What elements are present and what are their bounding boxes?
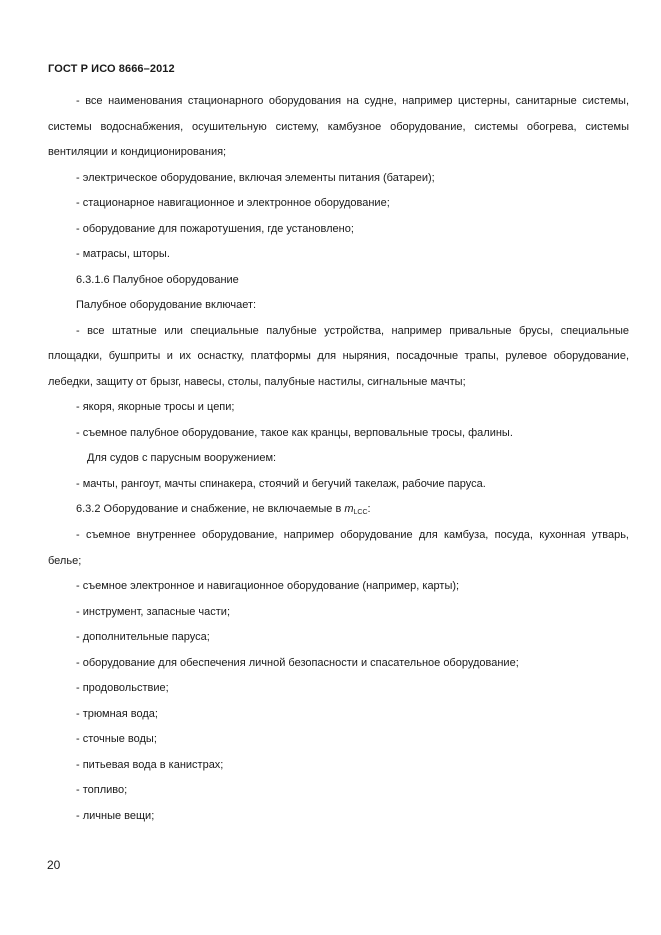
- text-line: - питьевая вода в канистрах;: [76, 759, 224, 771]
- text-line: площадки, бушприты и их оснастку, платформы для ныряния, посадочные трапы, рулевое оборудование,: [48, 350, 629, 362]
- section-heading: [76, 503, 371, 519]
- heading-colon: :: [367, 503, 371, 515]
- text-line: - съемное электронное и навигационное оборудование (например, карты);: [76, 580, 460, 592]
- text-line: - оборудование для обеспечения личной безопасности и спасательное оборудование;: [76, 657, 519, 669]
- text-line: - мачты, рангоут, мачты спинакера, стоячий и бегучий такелаж, рабочие паруса.: [76, 478, 486, 490]
- text-line: - трюмная вода;: [76, 708, 158, 720]
- text-line: системы водоснабжения, осушительную систему, камбузное оборудование, системы обогрева, системы: [48, 121, 629, 133]
- text-line: - съемное палубное оборудование, такое как кранцы, верповальные тросы, фалины.: [76, 427, 513, 439]
- text-line: - продовольствие;: [76, 682, 169, 694]
- text-line: - инструмент, запасные части;: [76, 606, 231, 618]
- text-line: - стационарное навигационное и электронное оборудование;: [76, 197, 390, 209]
- text-line: - съемное внутреннее оборудование, например оборудование для камбуза, посуда, кухонная утварь,: [76, 529, 629, 541]
- text-line: - все наименования стационарного оборудования на судне, например цистерны, санитарные системы,: [76, 95, 629, 107]
- text-line: - электрическое оборудование, включая элементы питания (батареи);: [76, 172, 435, 184]
- text-line: - все штатные или специальные палубные устройства, например привальные брусы, специальные: [76, 325, 629, 337]
- text-line: - дополнительные паруса;: [76, 631, 210, 643]
- text-line: лебедки, защиту от брызг, навесы, столы, палубные настилы, сигнальные мачты;: [48, 376, 466, 388]
- text-line: - личные вещи;: [76, 810, 155, 822]
- section-heading: 6.3.1.6 Палубное оборудование: [76, 274, 239, 286]
- heading-text: 6.3.2 Оборудование и снабжение, не включаемые в: [76, 503, 342, 515]
- text-line: - оборудование для пожаротушения, где установлено;: [76, 223, 354, 235]
- text-line: белье;: [48, 555, 82, 567]
- text-line: Палубное оборудование включает:: [76, 299, 257, 311]
- text-line: - якоря, якорные тросы и цепи;: [76, 401, 235, 413]
- mass-symbol: m: [344, 503, 354, 515]
- mass-subscript: LCC: [353, 509, 368, 516]
- text-line: вентиляции и кондиционирования;: [48, 146, 227, 158]
- text-line: Для судов с парусным вооружением:: [87, 452, 277, 464]
- text-line: - топливо;: [76, 784, 128, 796]
- text-line: - сточные воды;: [76, 733, 157, 745]
- page-number: 20: [47, 858, 61, 872]
- document-header: ГОСТ Р ИСО 8666–2012: [48, 63, 175, 75]
- text-line: - матрасы, шторы.: [76, 248, 170, 260]
